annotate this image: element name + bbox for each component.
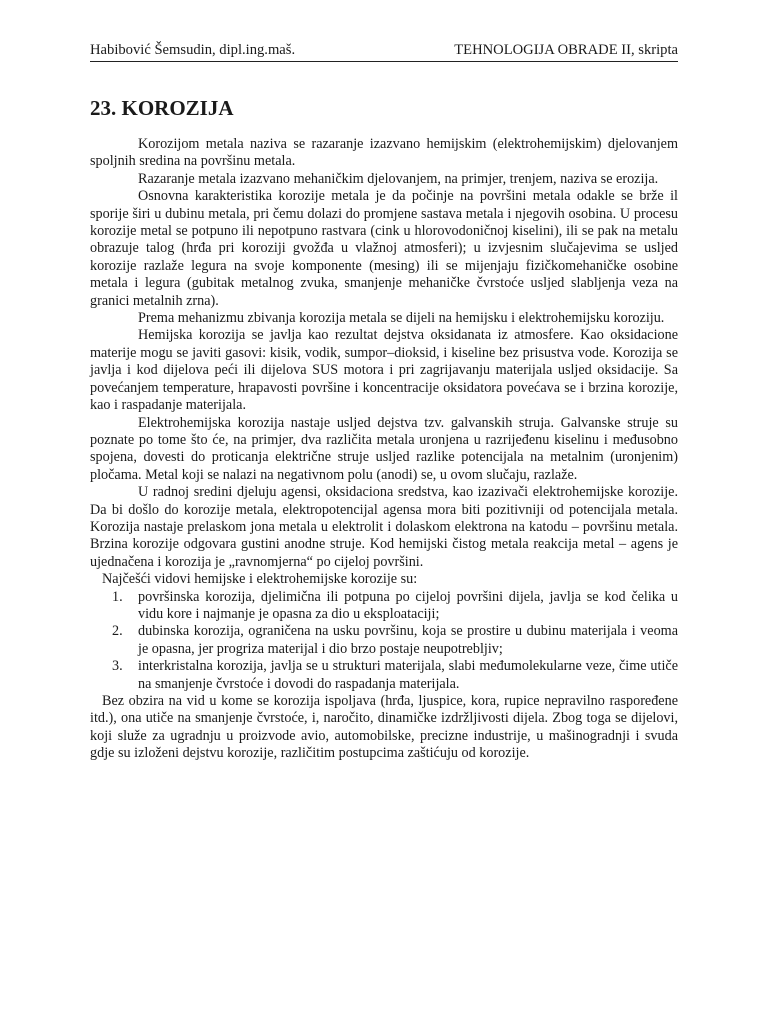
paragraph-agents: U radnoj sredini djeluju agensi, oksidaciona sredstva, kao izazivači elektrohemijske korozije. Da bi došlo do korozije metala, elektropotencijal agensa mora biti pozitivniji od potencijala metala. Korozija nastaje prelaskom jona metala u elektrolit i dolaskom elektrona na katodu – površinu metala. Brzina korozije odgovara gustini anodne struje. Kod hemijski čistog metala reakcija metal – agens je ujednačena i korozija je „ravnomjerna“ po cijeloj površini. xyxy=(90,484,678,570)
list-item xyxy=(112,623,678,658)
document-body xyxy=(90,136,678,763)
header-book-title: TEHNOLOGIJA OBRADE II, skripta xyxy=(454,42,678,58)
paragraph-classification: Prema mehanizmu zbivanja korozija metala se dijeli na hemijsku i elektrohemijsku koroziju. xyxy=(138,310,665,327)
chapter-title: 23. KOROZIJA xyxy=(90,96,234,120)
paragraph-kinds-intro: Najčešći vidovi hemijske i elektrohemijske korozije su: xyxy=(102,571,418,588)
list-item-number: 1. xyxy=(112,588,123,605)
list-item-number: 3. xyxy=(112,658,123,675)
list-item xyxy=(112,658,678,693)
header-author: Habibović Šemsudin, dipl.ing.maš. xyxy=(90,42,296,58)
paragraph-closing: Bez obzira na vid u kome se korozija ispoljava (hrđa, ljuspice, kora, rupice nepravilno raspoređene itd.), ona utiče na smanjenje čvrstoće, i, naročito, dinamičke izdržljivosti dijela. Zbog toga se dijelovi, koji služe za ugradnju u proizvode avio, automobilske, precizne industrije, u mašinogradnji i svuda gdje su izloženi dejstvu korozije, različitim postupcima zaštićuju od korozije. xyxy=(90,693,678,762)
list-item-text: površinska korozija, djelimična ili potpuna po cijeloj površini dijela, javlja se kod čelika u vidu kore i najmanje je opasna za dio u eksploataciji; xyxy=(138,588,678,622)
list-item-text: interkristalna korozija, javlja se u strukturi materijala, slabi međumolekularne veze, čime utiče na smanjenje čvrstoće i dovodi do raspadanja materijala. xyxy=(138,658,678,692)
corrosion-kinds-list xyxy=(90,589,678,693)
paragraph-erosion: Razaranje metala izazvano mehaničkim djelovanjem, na primjer, trenjem, naziva se erozija. xyxy=(138,170,659,187)
paragraph-definition: Korozijom metala naziva se razaranje izazvano hemijskim (elektrohemijskim) djelovanjem spoljnih sredina na površinu metala. xyxy=(90,136,678,170)
page-header xyxy=(90,42,678,62)
paragraph-chemical-corrosion: Hemijska korozija se javlja kao rezultat dejstva oksidanata iz atmosfere. Kao oksidacione materije mogu se javiti gasovi: kisik, vodik, sumpor–dioksid, i kiseline bez prisustva vode. Korozija se javlja i kod dijelova peći ili dijelova SUS motora i pri zagrijavanju materijala usljed oksidacije. Sa povećanjem temperature, hrapavosti površine i koncentracije oksidatora povećava se i brzina korozije, kao i raspadanje materijala. xyxy=(90,327,678,414)
list-item xyxy=(112,588,678,624)
paragraph-characteristics: Osnovna karakteristika korozije metala je da počinje na površini metala odakle se brže il sporije širi u dubinu metala, pri čemu dolazi do promjene sastava metala i njegovih osobina. U procesu korozije metal se potpuno ili nepotpuno rastvara (cink u hlorovodoničnoj kiselini), ili se pak na metalu obrazuje talog (hrđa pri koroziji gvožđa u vlažnoj atmosferi); u izvjesnim slučajevima se usljed korozije razlaže legura na svoje komponente (mesing) ili se mijenjaju fizičkomehaničke osobine metala i legura (gubitak metalnog zvuka, smanjenje mehaničke čvrstoće usljed slabljenja veza na granici metalnih zrna). xyxy=(90,188,678,309)
list-item-number: 2. xyxy=(112,623,123,640)
paragraph-electrochemical-corrosion: Elektrohemijska korozija nastaje usljed dejstva tzv. galvanskih struja. Galvanske struje su poznate po tome što će, na primjer, dva različita metala uronjena u razrijeđenu kiselinu i međusobno spojena, dovesti do proticanja električne struje usljed razlike potencijala na metalnim (uronjenim) pločama. Metal koji se nalazi na negativnom polu (anodi) se, u ovom slučaju, razlaže. xyxy=(90,414,678,483)
list-item-text: dubinska korozija, ograničena na usku površinu, koja se prostire u dubinu materijala i veoma je opasna, jer progriza materijal i dio brzo postaje neupotrebljiv; xyxy=(138,623,678,657)
